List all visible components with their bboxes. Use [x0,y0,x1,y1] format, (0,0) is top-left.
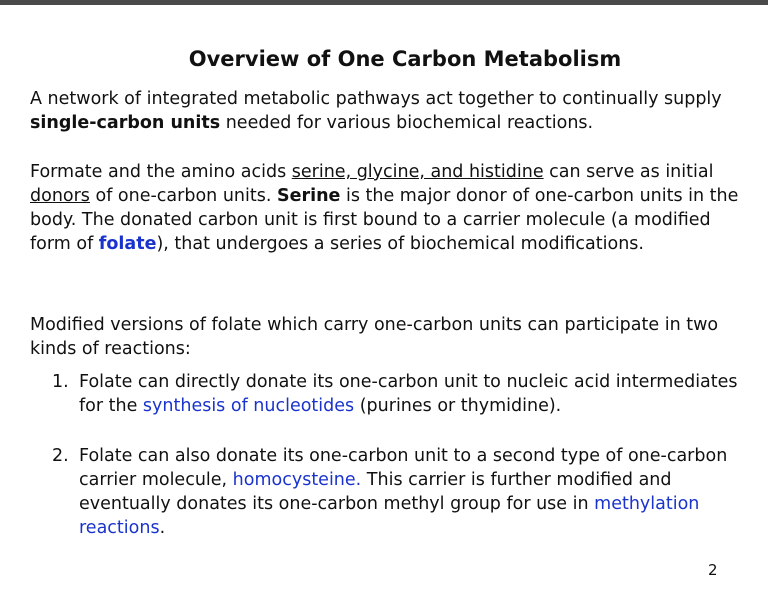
donors-text-i: ), that undergoes a series of biochemical modifications. [156,234,644,254]
list-number-2: 2. [52,446,69,466]
intro-text-c: needed for various biochemical reactions. [220,113,594,133]
paragraph-modified-folate: Modified versions of folate which carry one-carbon units can participate in two kinds of reactions: [30,315,719,359]
paragraph-intro [30,87,740,135]
list-item-nucleotides [52,370,742,418]
list-item-1-body [79,370,742,418]
underlined-amino-acids: serine, glycine, and histidine [291,162,544,182]
donors-text-e: of one-carbon units. [89,186,277,206]
intro-text-a: A network of integrated metabolic pathways act together to continually supply [30,89,722,109]
intro-bold-single-carbon-units: single-carbon units [30,113,221,133]
item2-text-e: . [159,518,166,538]
item1-text-c: (purines or thymidine). [354,396,562,416]
link-homocysteine: homocysteine. [232,470,362,490]
link-synthesis-of-nucleotides: synthesis of nucleotides [142,396,355,416]
link-methylation-reactions: methylation reactions [79,494,700,538]
item2-text-a: Folate can also donate its one-carbon unit to a second type of one-carbon carrier molecule, [79,446,728,490]
item2-text-c: This carrier is further modified and eventually donates its one-carbon methyl group for use in [79,470,672,514]
page-number: 2 [708,561,718,579]
list-item-homocysteine [52,444,742,540]
donors-text-g: is the major donor of one-carbon units in the body. The donated carbon unit is first bound to a carrier molecule (a modified form of [30,186,739,254]
list-item-2-body [79,444,742,540]
paragraph-donors [30,160,740,256]
underlined-donors: donors [30,186,90,206]
item1-text-a: Folate can directly donate its one-carbon unit to nucleic acid intermediates for the [79,372,738,416]
bold-folate: folate [98,234,157,254]
bold-serine: Serine [276,186,341,206]
donors-text-a: Formate and the amino acids [30,162,292,182]
slide-title: Overview of One Carbon Metabolism [188,47,622,71]
list-number-1: 1. [52,372,69,392]
donors-text-c: can serve as initial [543,162,714,182]
